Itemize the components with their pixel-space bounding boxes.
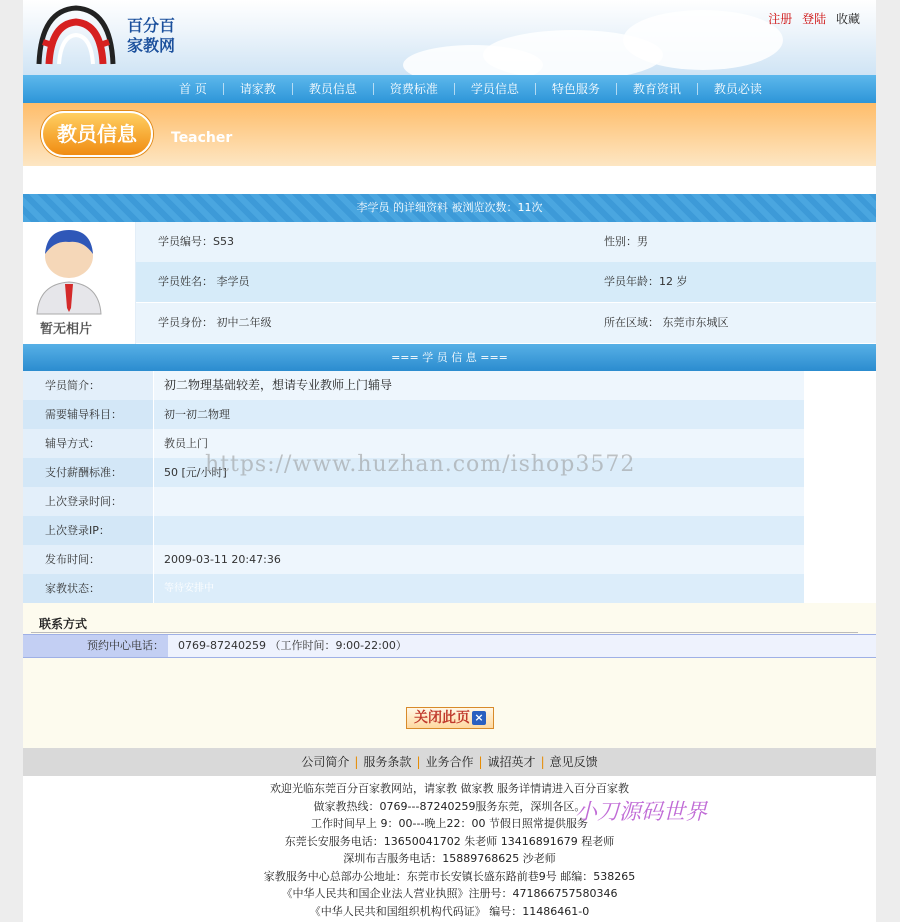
watermark-text: 小刀源码世界	[575, 800, 708, 825]
footer-link-terms[interactable]: 服务条款	[363, 755, 412, 769]
logo-text	[127, 16, 175, 56]
contact-row	[23, 634, 876, 658]
info-key: 家教状态：	[23, 574, 153, 603]
close-icon: ×	[472, 711, 486, 725]
avatar-icon	[23, 222, 136, 318]
contact-label: 预约中心电话：	[87, 639, 164, 652]
close-page-label: 关闭此页	[414, 710, 470, 726]
info-key: 上次登录时间：	[23, 487, 153, 516]
detail-title-bar: 李学员 的详细资料 被浏览次数：11次	[23, 194, 876, 222]
logo-arch-icon	[31, 2, 121, 68]
site-header	[23, 0, 876, 75]
info-value: 2009-03-11 20:47:36	[154, 545, 804, 574]
student-info-table	[23, 371, 804, 603]
info-key: 学员简介：	[23, 371, 153, 400]
info-key: 上次登录IP：	[23, 516, 153, 545]
nav-news[interactable]: 教育资讯	[617, 83, 698, 95]
top-links	[762, 10, 860, 27]
logo-line-2: 家教网	[127, 36, 176, 55]
photo-cell	[23, 222, 136, 344]
table-row	[23, 545, 804, 574]
info-key: 辅导方式：	[23, 429, 153, 458]
contact-value: 0769-87240259 （工作时间：9:00-22:00）	[168, 635, 876, 657]
contact-title: 联系方式	[39, 617, 88, 631]
footer-text	[23, 780, 876, 920]
info-key: 发布时间：	[23, 545, 153, 574]
info-key: 需要辅导科目：	[23, 400, 153, 429]
footer-link-cooperation[interactable]: 业务合作	[425, 755, 474, 769]
footer-link-about[interactable]: 公司简介	[301, 755, 350, 769]
student-name: 学员姓名： 李学员	[158, 275, 250, 288]
main-nav	[23, 75, 876, 103]
nav-home[interactable]: 首 页	[163, 83, 224, 95]
close-page-button[interactable]	[406, 707, 494, 729]
table-row	[23, 487, 804, 516]
no-photo-label: 暂无相片	[40, 322, 93, 337]
info-value: 初二物理基础较差，想请专业教师上门辅导	[154, 371, 804, 400]
footer-line: 东莞长安服务电话：13650041702 朱老师 13416891679 程老师	[284, 834, 615, 848]
profile-row	[136, 303, 876, 343]
footer-link-jobs[interactable]: 诚招英才	[487, 755, 536, 769]
site-logo[interactable]	[31, 2, 191, 68]
info-value	[154, 516, 804, 545]
footer-line: 《中华人民共和国企业法人营业执照》注册号：471866757580346	[281, 887, 618, 900]
contact-section	[23, 603, 876, 748]
nav-features[interactable]: 特色服务	[536, 83, 617, 95]
nav-teacher-info[interactable]: 教员信息	[293, 83, 374, 95]
table-row	[23, 400, 804, 429]
logo-line-1: 百分百	[127, 16, 176, 35]
profile-row	[136, 222, 876, 262]
info-value: 初一初二物理	[154, 400, 804, 429]
footer-line: 深圳布吉服务电话：15889768625 沙老师	[343, 852, 556, 865]
divider	[31, 632, 858, 633]
footer-line: 欢迎光临东莞百分百家教网站，请家教 做家教 服务详情请进入百分百家教	[270, 782, 629, 795]
info-key: 支付薪酬标准：	[23, 458, 153, 487]
student-profile	[23, 222, 876, 344]
separator: |	[354, 755, 359, 769]
banner-subtitle: Teacher	[171, 130, 233, 146]
nav-fees[interactable]: 资费标准	[374, 83, 455, 95]
cloud-decoration	[623, 10, 783, 70]
profile-row	[136, 262, 876, 302]
nav-items	[163, 75, 778, 103]
student-region: 所在区域： 东莞市东城区	[604, 316, 729, 329]
footer-line: 《中华人民共和国组织机构代码证》 编号：11486461-0	[309, 904, 590, 918]
nav-teacher-guide[interactable]: 教员必读	[713, 82, 762, 96]
separator: |	[540, 755, 545, 769]
nav-request-tutor[interactable]: 请家教	[224, 83, 293, 95]
separator: |	[416, 755, 421, 769]
student-id: 学员编号：S53	[158, 235, 234, 248]
section-banner	[23, 103, 876, 166]
table-row	[23, 371, 804, 400]
student-gender: 性别：男	[604, 235, 648, 248]
footer-line: 工作时间早上 9：00---晚上22：00 节假日照常提供服务	[311, 817, 588, 830]
info-section-bar: === 学 员 信 息 ===	[23, 344, 876, 371]
footer-nav	[23, 748, 876, 776]
footer-line: 家教服务中心总部办公地址：东莞市长安镇长盛东路前巷9号 邮编：538265	[263, 869, 636, 883]
nav-student-info[interactable]: 学员信息	[455, 83, 536, 95]
info-value	[154, 487, 804, 516]
register-link[interactable]: 注册	[768, 12, 793, 26]
info-value: 教员上门	[154, 429, 804, 458]
footer-link-feedback[interactable]: 意见反馈	[549, 755, 598, 769]
login-link[interactable]: 登陆	[802, 12, 827, 26]
table-row	[23, 574, 804, 603]
info-value: 50 [元/小时]	[154, 458, 804, 487]
student-identity: 学员身份： 初中二年级	[158, 316, 272, 329]
student-age: 学员年龄：12 岁	[604, 275, 688, 288]
separator: |	[478, 755, 483, 769]
info-value: 等待安排中	[154, 574, 804, 603]
table-row	[23, 516, 804, 545]
footer-line: 做家教热线：0769---87240259服务东莞，深圳各区。	[313, 799, 586, 813]
favorite-link[interactable]: 收藏	[835, 12, 860, 26]
url-watermark: https://www.huzhan.com/ishop3572	[205, 452, 636, 477]
banner-title: 教员信息	[41, 111, 153, 157]
